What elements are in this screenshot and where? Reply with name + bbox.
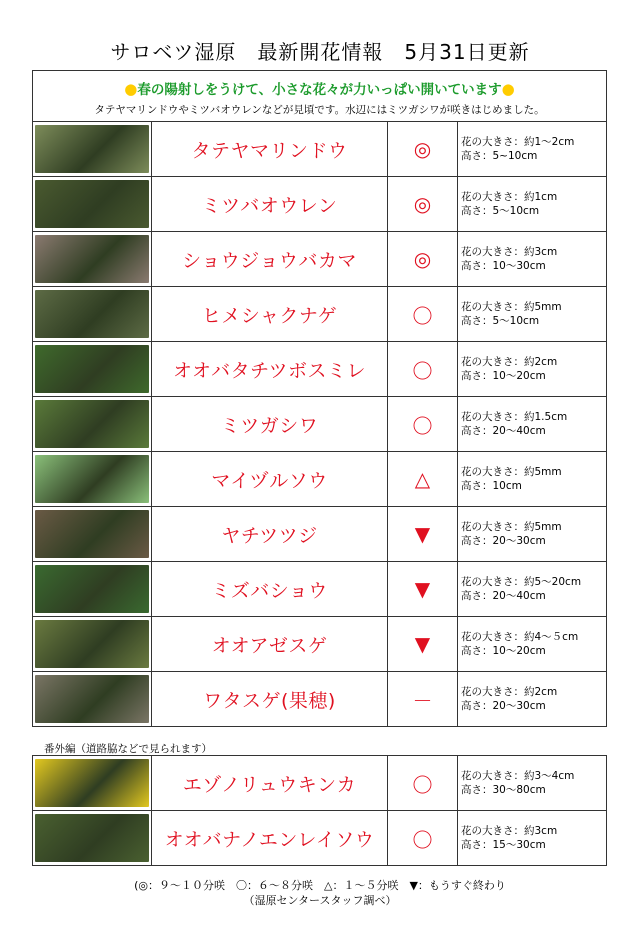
flower-size: 花の大きさ：約1cm xyxy=(461,191,558,203)
flower-height: 高さ：20～40cm xyxy=(461,590,546,602)
photo-cell xyxy=(33,452,152,507)
credit: （湿原センタースタッフ調べ） xyxy=(243,894,397,907)
yellow-dot-icon: ● xyxy=(124,79,138,98)
flower-photo xyxy=(35,620,149,668)
flower-photo xyxy=(35,565,149,613)
flower-size: 花の大きさ：約3～4cm xyxy=(461,770,575,782)
flower-name: タテヤマリンドウ xyxy=(152,122,388,177)
flower-row xyxy=(33,342,607,397)
flower-row xyxy=(33,287,607,342)
announcement xyxy=(33,71,607,122)
photo-cell xyxy=(33,562,152,617)
photo-cell xyxy=(33,672,152,727)
flower-info xyxy=(458,672,607,727)
flower-photo xyxy=(35,125,149,173)
flower-height: 高さ：20～30cm xyxy=(461,700,546,712)
flower-photo xyxy=(35,510,149,558)
flower-photo xyxy=(35,759,149,807)
photo-cell xyxy=(33,342,152,397)
flower-name: マイヅルソウ xyxy=(152,452,388,507)
flower-name: ミズバショウ xyxy=(152,562,388,617)
flower-name: ワタスゲ(果穂) xyxy=(152,672,388,727)
bloom-status-icon: 〇 xyxy=(388,397,458,452)
flower-row xyxy=(33,122,607,177)
flower-size: 花の大きさ：約1.5cm xyxy=(461,411,568,423)
bloom-status-icon: 〇 xyxy=(388,811,458,866)
flower-info xyxy=(458,177,607,232)
flower-size: 花の大きさ：約5～20cm xyxy=(461,576,582,588)
flower-row xyxy=(33,397,607,452)
flower-size: 花の大きさ：約3cm xyxy=(461,246,558,258)
flower-row xyxy=(33,756,607,811)
flower-size: 花の大きさ：約2cm xyxy=(461,686,558,698)
photo-cell xyxy=(33,397,152,452)
headline-text: 春の陽射しをうけて、小さな花々が力いっぱい開いています xyxy=(137,81,502,98)
flower-info xyxy=(458,562,607,617)
announcement-subtext: タテヤマリンドウやミツバオウレンなどが見頃です。水辺にはミツガシワが咲きはじめました。 xyxy=(94,103,545,116)
photo-cell xyxy=(33,287,152,342)
flower-table xyxy=(32,70,606,727)
flower-info xyxy=(458,287,607,342)
bloom-status-icon: ▼ xyxy=(388,617,458,672)
flower-size: 花の大きさ：約5mm xyxy=(461,521,562,533)
flower-info xyxy=(458,811,607,866)
flower-photo xyxy=(35,345,149,393)
flower-photo xyxy=(35,814,149,862)
flower-height: 高さ：5～10cm xyxy=(461,315,540,327)
flower-row xyxy=(33,232,607,287)
flower-size: 花の大きさ：約5mm xyxy=(461,301,562,313)
photo-cell xyxy=(33,507,152,562)
flower-info xyxy=(458,397,607,452)
flower-height: 高さ：30～80cm xyxy=(461,784,546,796)
photo-cell xyxy=(33,232,152,287)
photo-cell xyxy=(33,811,152,866)
flower-height: 高さ：10～20cm xyxy=(461,645,546,657)
flower-photo xyxy=(35,400,149,448)
flower-name: オオバタチツボスミレ xyxy=(152,342,388,397)
photo-cell xyxy=(33,756,152,811)
flower-name: エゾノリュウキンカ xyxy=(152,756,388,811)
flower-name: ヒメシャクナゲ xyxy=(152,287,388,342)
bloom-status-icon: 〇 xyxy=(388,342,458,397)
flower-height: 高さ：10～20cm xyxy=(461,370,546,382)
bloom-status-icon: ▼ xyxy=(388,507,458,562)
announcement-row xyxy=(33,71,607,122)
flower-name: ミツバオウレン xyxy=(152,177,388,232)
bloom-status-icon: ◎ xyxy=(388,122,458,177)
flower-photo xyxy=(35,455,149,503)
flower-height: 高さ：10～30cm xyxy=(461,260,546,272)
flower-photo xyxy=(35,180,149,228)
bloom-status-icon: 〇 xyxy=(388,756,458,811)
flower-row xyxy=(33,811,607,866)
bloom-status-icon: △ xyxy=(388,452,458,507)
photo-cell xyxy=(33,617,152,672)
flower-info xyxy=(458,452,607,507)
flower-height: 高さ：20～30cm xyxy=(461,535,546,547)
bloom-status-icon: 〇 xyxy=(388,287,458,342)
bloom-status-icon: ▼ xyxy=(388,562,458,617)
flower-row xyxy=(33,177,607,232)
photo-cell xyxy=(33,122,152,177)
flower-name: オオアゼスゲ xyxy=(152,617,388,672)
flower-height: 高さ：10cm xyxy=(461,480,522,492)
flower-row xyxy=(33,452,607,507)
flower-row xyxy=(33,617,607,672)
flower-height: 高さ：5~10cm xyxy=(461,150,538,162)
extra-flower-table xyxy=(32,755,606,866)
flower-size: 花の大きさ：約5mm xyxy=(461,466,562,478)
flower-height: 高さ：20～40cm xyxy=(461,425,546,437)
extra-section-label: 番外編（道路脇などで見られます） xyxy=(44,743,212,755)
flower-info xyxy=(458,617,607,672)
page-title: サロベツ湿原 最新開花情報 5月31日更新 xyxy=(110,40,530,64)
flower-size: 花の大きさ：約1～2cm xyxy=(461,136,575,148)
flower-info xyxy=(458,342,607,397)
flower-info xyxy=(458,756,607,811)
flower-photo xyxy=(35,675,149,723)
flower-size: 花の大きさ：約4～５cm xyxy=(461,631,579,643)
flower-row xyxy=(33,507,607,562)
bloom-status-icon: － xyxy=(388,672,458,727)
legend: (◎：９～１０分咲 〇：６～８分咲 △：１～５分咲 ▼：もうすぐ終わり xyxy=(134,879,506,892)
flower-name: ミツガシワ xyxy=(152,397,388,452)
flower-name: オオバナノエンレイソウ xyxy=(152,811,388,866)
flower-size: 花の大きさ：約3cm xyxy=(461,825,558,837)
flower-photo xyxy=(35,235,149,283)
flower-row xyxy=(33,672,607,727)
bloom-status-icon: ◎ xyxy=(388,232,458,287)
flower-name: ショウジョウバカマ xyxy=(152,232,388,287)
photo-cell xyxy=(33,177,152,232)
flower-info xyxy=(458,232,607,287)
flower-height: 高さ：15～30cm xyxy=(461,839,546,851)
flower-info xyxy=(458,122,607,177)
flower-info xyxy=(458,507,607,562)
bloom-status-icon: ◎ xyxy=(388,177,458,232)
flower-size: 花の大きさ：約2cm xyxy=(461,356,558,368)
flower-photo xyxy=(35,290,149,338)
headline xyxy=(33,78,606,98)
yellow-dot-icon: ● xyxy=(501,79,515,98)
flower-row xyxy=(33,562,607,617)
flower-height: 高さ：5～10cm xyxy=(461,205,540,217)
flower-name: ヤチツツジ xyxy=(152,507,388,562)
